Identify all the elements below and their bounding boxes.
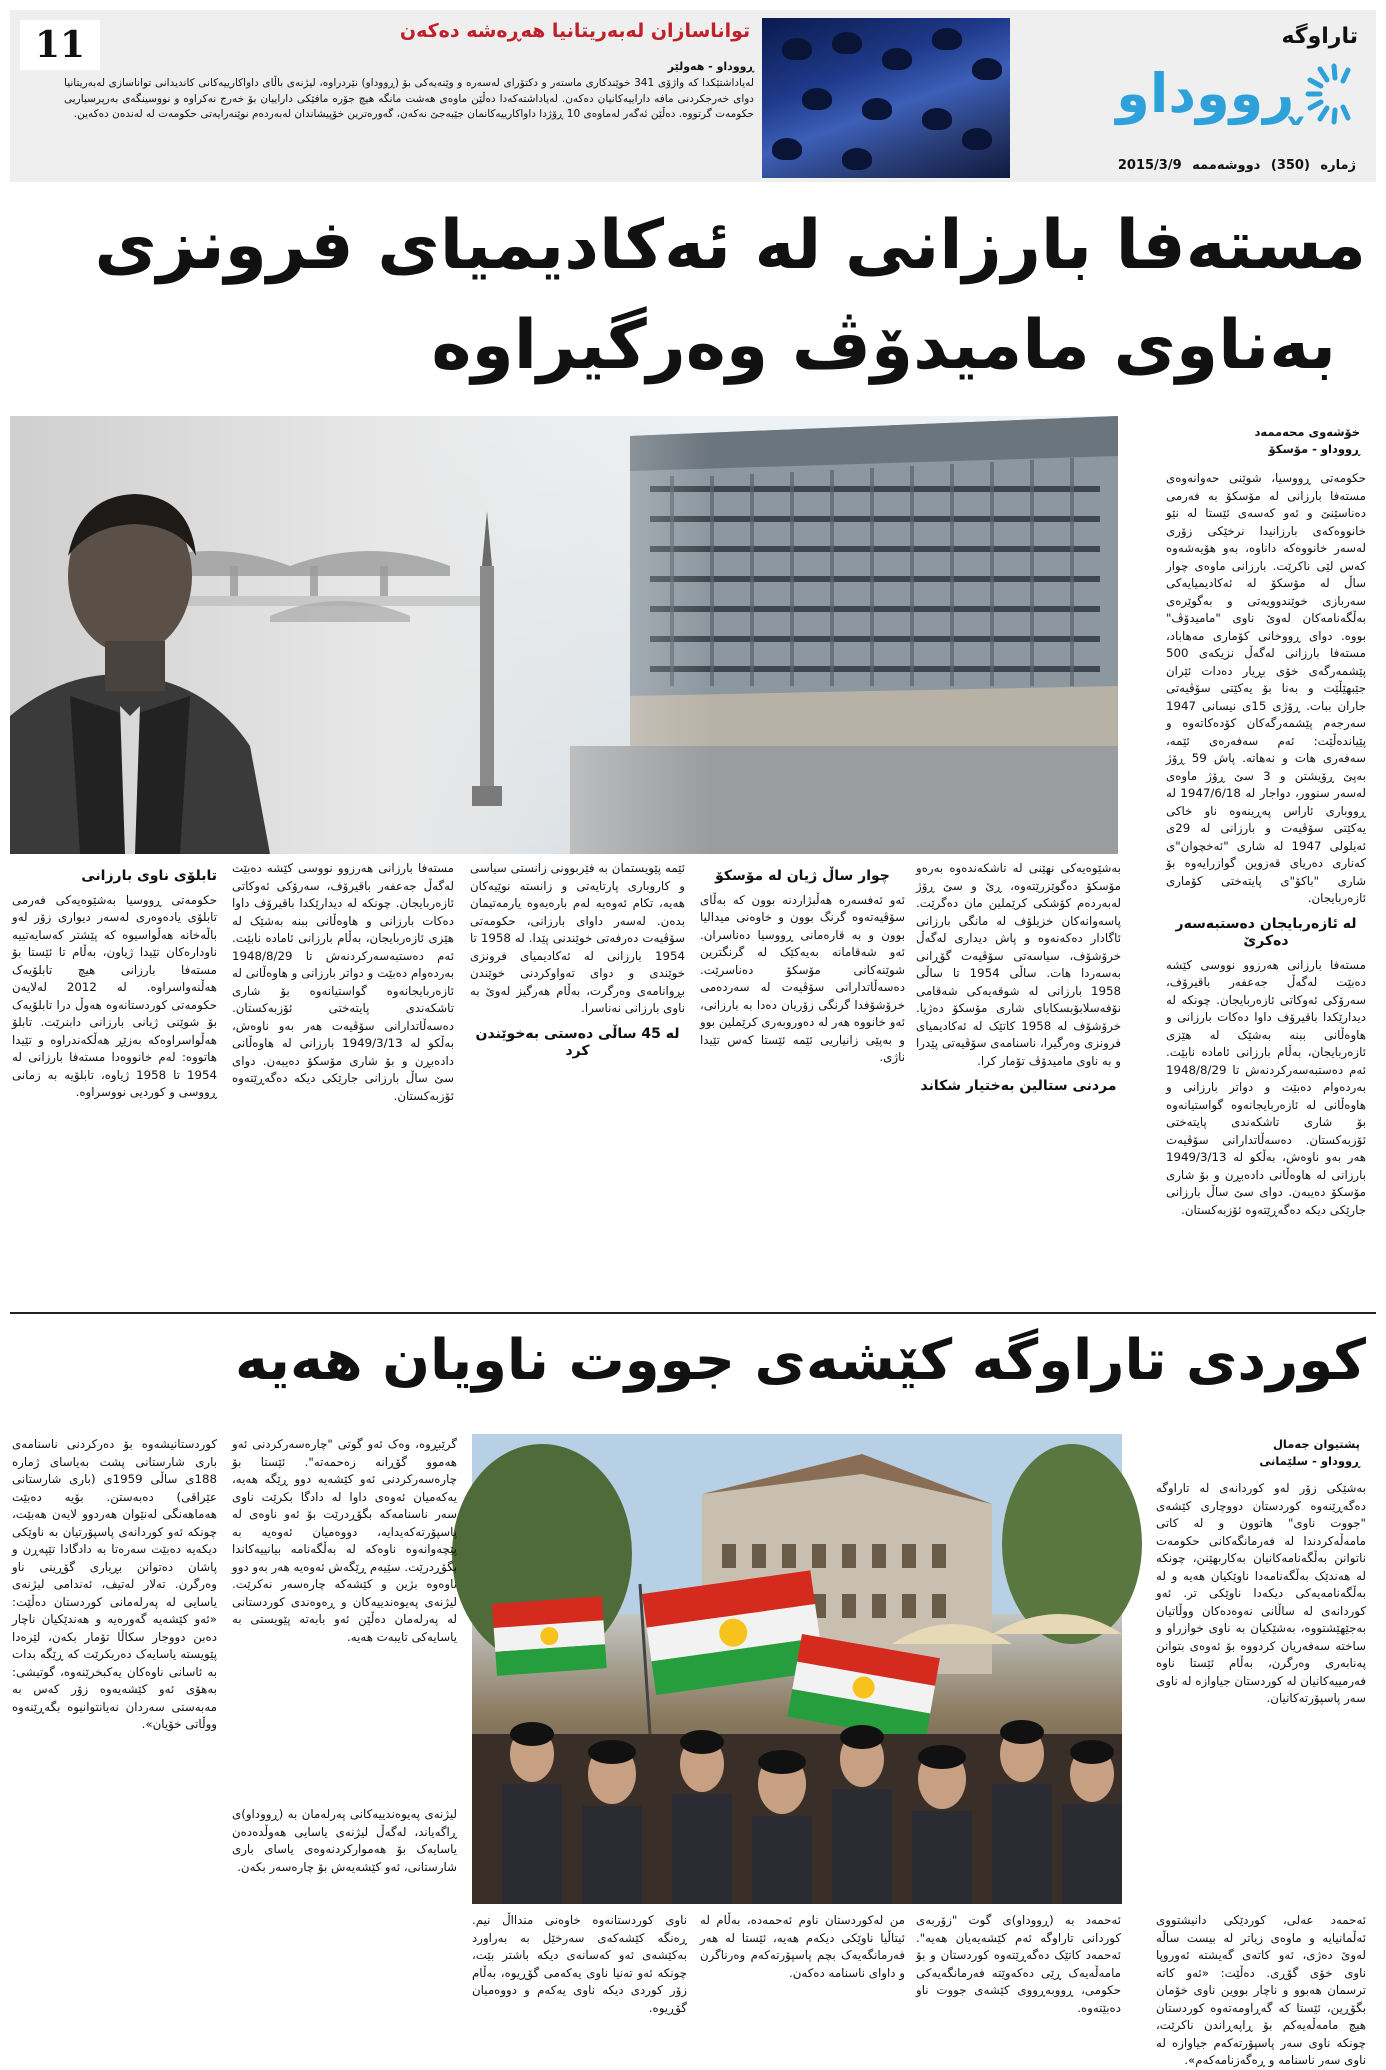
rudaw-logo[interactable] (1116, 58, 1360, 130)
article2-bottom-4 (232, 1806, 457, 2016)
article2-bottom-1 (916, 1912, 1121, 2016)
article1-col3-text: ئەو ئەفسەرە هەڵبژاردنە بوون کە بەڵای سۆڤیەتەوە گرنگ بوون و خاوەنی میدالیا بوون و بە قارەمانی ڕووسیا دەناسران. ئەو شەقامانە بەیەکێک لە گرنگترین شوێنەکانی مۆسکۆ دەناسرێت. دەسەڵاتدارانی سۆڤیەت لە سەردەمی خرۆشۆفدا گرنگی زۆریان دەدا بە بارزانی، ئەو خانووە هەر لە دەوروبەری کرێملین بوو و بەپێی زانیاریی ئێمە ئێستا کەس تێیدا ناژی. (700, 892, 905, 1064)
page-number: 11 (20, 20, 100, 70)
article2-author: پشتیوان جەمال (1272, 1437, 1360, 1451)
article1-author: خۆشەوی محەممەد (1254, 425, 1360, 439)
teaser-box (60, 14, 760, 179)
article1-column-4 (470, 860, 685, 1300)
barzani-academy-photo (10, 416, 1118, 854)
issue-weekday: دووشەممە (1192, 158, 1261, 173)
article1-column-1 (1166, 470, 1366, 1302)
article1-col2-text: بەشێوەیەکی نهێنی لە تاشکەندەوە بەرەو مۆسکۆ دەگوێزرێتەوە، ڕێ و سێ ڕۆژ لەبەردەم کۆشکی کرێملین مان دەگرێت. پاسەوانەکان خزیلۆف لە مانگی بارزانی ئاگادار دەکەنەوە و پاش دیداری لەگەڵ خرۆشۆف، سیاسەتی سۆڤیەت گۆڕانی بەسەردا هات. ساڵی 1954 تا ساڵی 1958 بارزانی لە شوقەیەکی شەقامی نۆفەسلابۆبسکایای شاری مۆسکۆ دەژیا. خرۆشۆف لە 1958 کاتێک لە ئەکادیمیای فرونزی وەرگیرا، ناسنامەی سۆڤیەتی پێدرا و بە ناوی مامیدۆڤ تۆمار کرا. (916, 861, 1121, 1068)
article1-col5-text: مستەفا بارزانی هەرزوو نووسی کێشە دەبێت لەگەڵ جەعفەر باقیرۆف، سەرۆکی ئەوکاتی ئازەربایجان. چونکە لە دیدارێکدا باقیرۆف داوا دەکات بارزانی و هاوەڵانی ببنە بەشێک لە هێزی ئازەربایجان، بەڵام بارزانی ئامادە نابێت. ئەم دەستبەسەرکردنەش تا 1948/8/29 بەردەوام دەبێت و دواتر بارزانی و هاوەڵانی لە ئازەربایجانەوە گواستیانەوە بۆ شاری تاشکەندی پایتەختی ئۆزبەکستان. دەسەڵاتدارانی سۆڤیەت هەر بەو ناوەش، بەڵکو لە 1949/3/13 بارزانی لە هاوەڵانی دادەبڕن و بۆ شاری مۆسکۆ دەیبەن. دوای سێ ساڵ بارزانی جارێکی دیکە دەگەڕێتەوە ئۆزبەکستان. (232, 861, 454, 1103)
section-tag: تاراوگە (1281, 24, 1358, 49)
second-headline[interactable]: کوردی تاراوگە کێشەی جووت ناویان هەیە (234, 1328, 1366, 1393)
article1-column-6 (12, 860, 217, 1300)
article2-column-2 (232, 1436, 457, 1796)
issue-date: 2015/3/9 (1117, 158, 1182, 173)
issue-number: ژمارە (350) (1270, 158, 1356, 173)
logo-wordmark: ڕووداو (1116, 62, 1300, 125)
subhead-four-years: چوار ساڵ ژیان لە مۆسکۆ (715, 868, 890, 884)
logo-rays-icon (1300, 62, 1360, 126)
article1-column-3 (700, 860, 905, 1300)
article2-col1-text: بەشێکی زۆر لەو کوردانەی لە تاراوگە دەگەڕێنەوە کوردستان دووچاری کێشەی "جووت ناوی" هاتوون و لە کاتی مامەڵەکردندا لە فەرمانگەکانی حکومەت ناتوانن بەڵگەنامەکانیان بەکاربهێنن، چونکە لە هەندێک بەڵگەنامەدا ناوێکیان هەیە و لە بەڵگەنامەیەکی دیکەدا ناوێکی تر. ئەو کوردانەی لە ساڵانی نەوەدەکان ووڵاتیان بەجێهێشتووە، بەشێکیان بە ناوی خوازراو و ساختە سەفەریان کردووە بۆ ئەوەی بتوانن پەنابەری وەرگرن، بەڵام ئێستا ناوە فەرمییەکانیان لە کوردستان جیاوازە لە ناوی سەر پاسپۆرتەکانیان. (1156, 1481, 1366, 1705)
article1-col1b-text: مستەفا بارزانی هەرزوو نووسی کێشە دەبێت لەگەڵ جەعفەر باقیرۆف، سەرۆکی ئەوکاتی ئازەربایجان. چونکە لە دیدارێکدا باقیرۆف داوا دەکات بارزانی و هاوەڵانی ببنە بەشێک لە هێزی ئازەربایجان، بەڵام بارزانی ئامادە نابێت. ئەم دەستبەسەرکردنەش تا 1948/8/29 بەردەوام دەبێت و دواتر بارزانی و هاوەڵانی لە ئازەربایجانەوە گواستیانەوە بۆ شاری تاشکەندی پایتەختی ئۆزبەکستان. دەسەڵاتدارانی سۆڤیەت هەر بەو ناوەش، بەڵکو لە 1949/3/13 بارزانی لە هاوەڵانی دادەبڕن و بۆ شاری مۆسکۆ دەیبەن. دوای سێ ساڵ بارزانی جارێکی دیکە دەگەڕێتەوە ئۆزبەکستان. (1166, 957, 1366, 1217)
protest-flags-photo (472, 1434, 1122, 1904)
article2-byline (1170, 1436, 1360, 1470)
article1-col6-text: حکومەتی ڕووسیا بەشێوەیەکی فەرمی تابلۆی یادەوەری لەسەر دیواری زۆر لەو باڵەخانە هەڵواسیوە کە پێشتر کەسایەتییە ناودارەکان تێیدا ژیاون، بەڵام تا ئێستا بۆ مستەفا بارزانی هیچ تابلۆیەک هەڵنەواسراوە. لە 2012 لەلایەن حکومەتی کوردستانەوە هەوڵ درا تابلۆیەک بۆ شوێنی ژیانی بارزانی دابنرێت. تابلۆ هەڵواسراوەکە بەزێڕ هەڵکەندراوە و تێیدا هاتووە: لەم خانووەدا مستەفا بارزانی لە 1954 تا 1958 ژیاوە، تابلۆیە بە زمانی ڕووسی و کوردیی نووسراوە. (12, 892, 218, 1099)
article1-col4-text: ئێمە پێویستمان بە فێربوونی زانستی سیاسی و کاروباری پارتایەتی و زانستە نوێیەکان هەیە، تکام ئەوەیە لەم بارەیەوە یارمەتیمان بدەن. لەسەر داوای بارزانی، حکومەتی سۆڤیەت دەرفەتی خوێندنی پێدا. لە 1958 تا 1954 بارزانی لە ئەکادیمیای فرونزی خوێندی و دوای تەواوکردنی خوێندن بڕوانامەی وەرگرت، بەڵام هەرگیز لەوێ بە ناوی بارزانی نەناسرا. (470, 861, 685, 1015)
article-divider (10, 1312, 1376, 1314)
article1-byline (1170, 424, 1360, 458)
article2-bottom-2-text: من لەکوردستان ناوم ئەحمەدە، بەڵام لە ئیتاڵیا ناوێکی دیکەم هەیە، ئێستا لە هەر فەرمانگەیەک بچم پاسپۆرتەکەم وەرناگرن و داوای ناسنامە دەکەن. (700, 1913, 905, 1980)
article1-col1-text: حکومەتی ڕووسیا، شوێنی حەوانەوەی مستەفا بارزانی لە مۆسکۆ بە فەرمی دەناسێنێ و ئەو کەسەی ئێستا لە نێو خانووەکەی بارزانیدا نرخێکی زۆری لەسەر خانووەکە داناوە، بەو هۆیەشەوە کەس لێی ناکرێت. بارزانی ماوەی چوار ساڵ لە مۆسکۆ لە ئەکادیمیایەکی سەربازی خوێندوویەتی و بەگوێرەی بەڵگەنامەکان لەوێ ناوی "مامیدۆڤ" بووە. دوای ڕووخانی کۆماری مەهاباد، مستەفا بارزانی لەگەڵ نزیکەی 500 پێشمەرگەی خۆی بڕیار دەدات ئێران جێبهێڵێت و بەنا بۆ یەکێتی سۆڤیەتی جاران ببات. ڕۆژی 15ی نیسانی 1947 سەرجەم پێشمەرگەکان کۆدەکاتەوە و پێیاندەڵێت: ئەم سەفەرەی ئێمە، سەفەری هات و نەهاتە. پاش 59 ڕۆژ بەپێ ڕۆیشتن و 3 سێ ڕۆژ ماوەی لەسەر سنوور، دواجار لە 1947/6/18 لە ڕووباری ئاراس پەڕینەوە ناو خاکی یەکێتی سۆڤیەت و بارزانی لە 29ی ئەیلولی 1947 لە شاری "ئەخچوان"ی کەناری دەریای قەزوین گوازرایەوە بۆ شاری "باکۆ"ی پایتەختی کۆماری ئازەربایجان. (1166, 471, 1367, 905)
subhead-stalin-death: مردنی ستالین بەختیار شکاند (920, 1078, 1117, 1094)
teaser-text: لەیاداشتێکدا کە واژۆی 341 خوێندکاری ماستەر و دکتۆرای لەسەرە و وێنەیەکی بۆ (ڕووداو) نێردراوە، لیژنەی باڵای داواکارییەکانی کاندیدانی تواناسازی لەبەریتانیا دوای خەرجکردنی مافە داراییەکانیان دەکەن. لەیاداشتەکەدا دەڵێن ماوەی هەشت مانگە هیچ جۆرە مافێکی داراییان بۆ خەرج نەکراوە و نووسینگەی بەرپرسیاریی حکومەت گرتووە. دەڵێن ئەگەر لەماوەی 10 ڕۆژدا داواکارییەکانمان جێبەجێ نەکەن، گەورەترین خۆپیشاندان لەبەردەم نوێنەرایەتی حکومەت لە لەندەن دەکەین. (64, 77, 754, 120)
article2-bottom-1-text: ئەحمەد بە (ڕووداو)ی گوت "زۆربەی کوردانی تاراوگە ئەم کێشەیەیان هەیە". ئەحمەد کاتێک دەگەڕێتەوە کوردستان و بۆ مامەڵەیەک ڕێی دەکەوێتە فەرمانگەیەکی حکومی، ڕووبەڕووی کێشەی جووت ناو دەبێتەوە. (916, 1913, 1121, 2015)
article1-column-2 (916, 860, 1121, 1300)
subhead-plaque: تابلۆی ناوی بارزانی (81, 868, 217, 884)
main-headline-line2: بەناوی مامیدۆڤ وەرگیراوە (431, 306, 1336, 385)
page-header (10, 10, 1376, 182)
subhead-study-at-45: لە 45 ساڵی دەستی بەخوێندن کرد (475, 1025, 680, 1059)
article2-bottom-4-text: لیژنەی پەیوەندییەکانی پەرلەمان بە (ڕووداو)ی ڕاگەیاند، لەگەڵ لیژنەی یاسایی هەوڵدەدەن یاسایەک بۆ هەموارکردنەوەی یاسای باری شارستانی، ئەو کێشەیەش بۆ چارەسەر بکەن. (232, 1807, 457, 1874)
subhead-azerbaijan: لە ئازەربایجان دەستبەسەر دەکرێ (1175, 915, 1357, 949)
article2-bottom-5 (1156, 1912, 1366, 2067)
graduation-photo (762, 18, 1010, 178)
article1-location: ڕووداو - مۆسکۆ (1268, 442, 1360, 456)
issue-info (1118, 158, 1356, 173)
article2-bottom-3 (472, 1912, 687, 2016)
article2-bottom-2 (700, 1912, 905, 2016)
article2-col3-text: کوردستانیشەوە بۆ دەرکردنی ناسنامەی باری شارستانی پشت بەیاسای ژمارە 188ی ساڵی 1959ی (باری شارستانی عێراقی) دەبەستن. بۆیە دەبێت هەماهەنگی لەنێوان هەردوو لایەن هەبێت، چونکە ئەو کوردانەی پاسپۆرتیان بە ناوێکی دیکەیە دەبێت سەرەتا بە دادگادا تێپەڕن و پاشان دەتوانن بڕیاری گۆڕینی ناو وەرگرن. تەلار لەتیف، ئەندامی لیژنەی یاسایی لە پەرلەمانی کوردستان دەڵێت: «ئەو کێشەیە گەورەیە و هەندێکیان ناچار دەبن دووجار سکاڵا تۆمار بکەن، لێرەدا پێویستە یاسایەک دەربکرێت کە ڕێگە بدات بە ئاسانی ناوەکان یەکبخرێنەوە، گوتیشی: بەهۆی ئەو کێشەیەوە زۆر کەس بە مەبەستی سەردان نەیانتوانیوە بگەڕێنەوە ووڵاتی خۆیان». (12, 1437, 217, 1731)
article2-location: ڕووداو - سلێمانی (1259, 1454, 1360, 1468)
article2-column-1 (1156, 1480, 1366, 1910)
article2-col2-text: گرێبڕوە، وەک ئەو گوتی "چارەسەرکردنی ئەو هەموو گۆڕانە زەحمەتە". ئێستا بۆ چارەسەرکردنی ئەو کێشەیە دوو ڕێگە هەیە، یەکەمیان ئەوەی داوا لە دادگا بکرێت ناوی سەر ناسنامەکە بگۆڕدرێت بۆ ئەو ناوەی لە پاسپۆرتەکەیدایە، دووەمیان ئەوەیە بە پێچەوانەوە ناوەکە لە بەڵگەنامە بیانییەکاندا بگۆڕدرێت. سێیەم ڕێگەش ئەوەیە هەر بەو دوو ناوەوە بژین و کێشەکە چارەسەر نەکرێت. لیژنەی پەیوەندییەکان و ڕەوەندی کوردستانی لە پەرلەمان دەڵێن ئەو بابەتە پێویستی بە یاسایەکی تایبەت هەیە. (232, 1437, 457, 1644)
article2-bottom-3-text: ناوی کوردستانەوە خاوەنی مندااڵ نیم. ڕەنگە کێشەکەی سەرخێل بە بەراورد بەکێشەی ئەو کەسانەی دیکە باشتر بێت، چونکە ئەو تەنیا ناوی یەکەمی گۆڕیوە، بەڵام زۆر کوردی دیکە ناوی یەکەم و دووەمیان گۆڕیوە. (472, 1913, 687, 2015)
teaser-byline: ڕووداو - هەولێر (667, 60, 754, 73)
article1-column-5 (232, 860, 454, 1300)
article2-bottom-5-text: ئەحمەد عەلی، کوردێکی دانیشتووی ئەڵمانیایە و ماوەی زیاتر لە بیست ساڵە لەوێ دەژی، ئەو کاتەی گەیشتە ئەوروپا ناوی خۆی گۆڕی. دەڵێت: «ئەو کاتە ترسمان هەبوو و ناچار بووین ناوی خۆمان بگۆڕین، ئێستا کە گەڕاومەتەوە کوردستان هیچ مامەڵەیەکم بۆ ڕاپەڕاندن ناکرێت، چونکە ناوی سەر پاسپۆرتەکەم جیاوازە لە ناوی سەر ناسنامە و ڕەگەزنامەکەم». (1156, 1913, 1366, 2067)
main-headline[interactable] (20, 196, 1366, 396)
main-headline-line1: مستەفا بارزانی لە ئەکادیمیای فرونزی (94, 206, 1366, 285)
teaser-headline[interactable]: تواناسازان لەبەریتانیا هەڕەشە دەکەن (399, 20, 751, 42)
article2-column-3 (12, 1436, 217, 2016)
